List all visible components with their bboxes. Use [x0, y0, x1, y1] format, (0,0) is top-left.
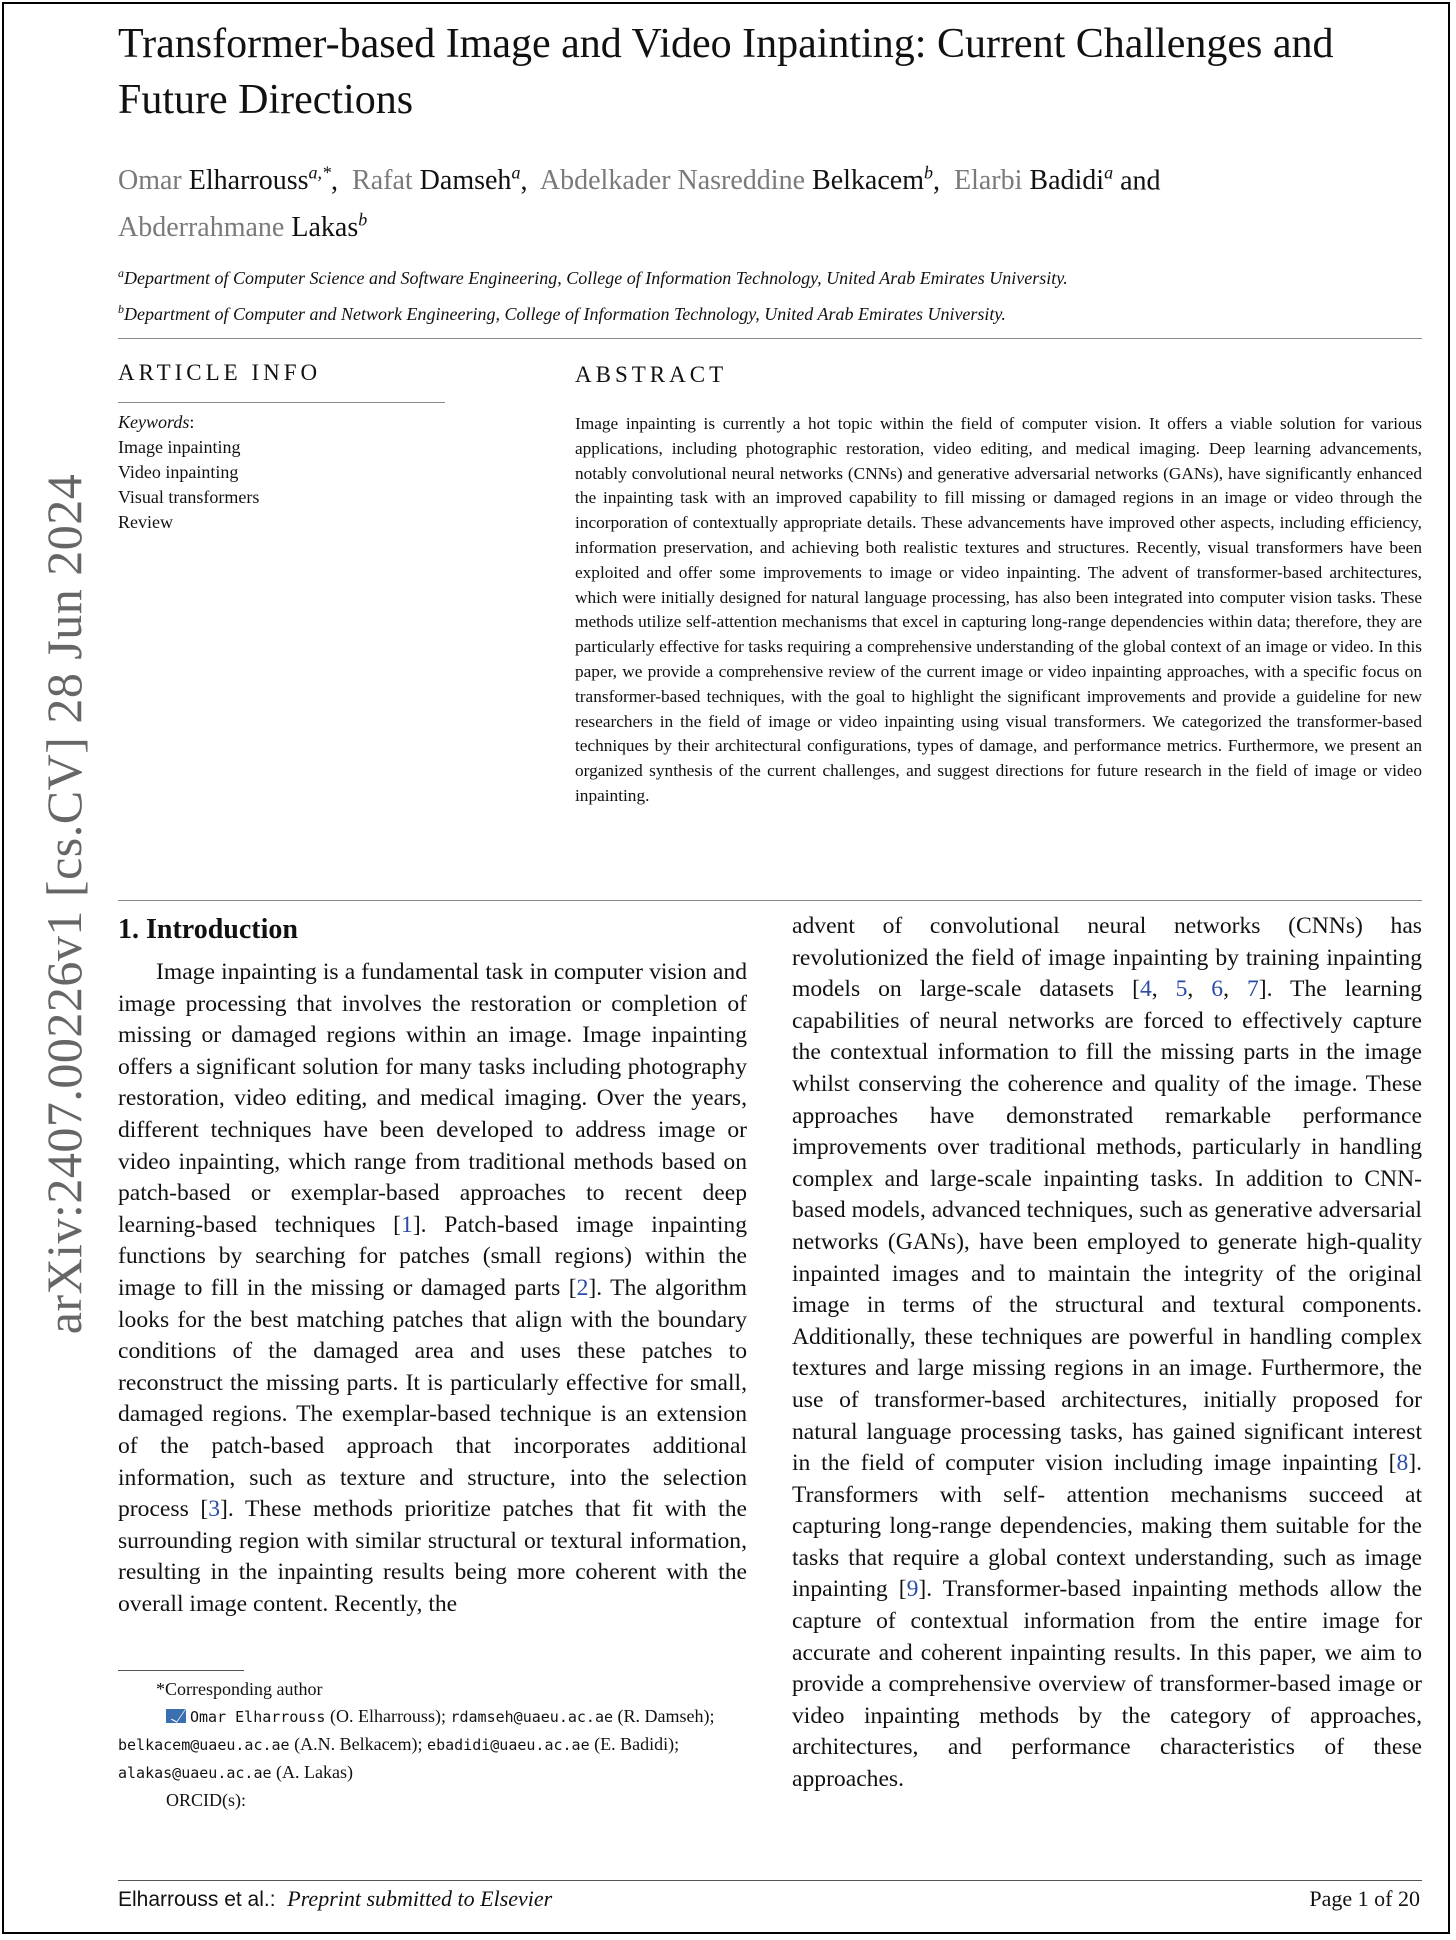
keyword: Video inpainting — [118, 462, 239, 482]
email-link[interactable]: belkacem@uaeu.ac.ae — [118, 1736, 290, 1754]
author: Abdelkader Nasreddine Belkacem$^b$ — [539, 163, 933, 197]
intro-left-column: Image inpainting is a fundamental task in computer vision and image processing that involves the restoration or completion of missing or damaged regions within an image. Image inpainting offers a significant solution for many tasks including photography restoration, video editing, and medical imaging. Over the years, different techniques have been developed to address image or video inpainting, which range from traditional methods based on patch-based or exemplar-based approaches to recent deep learning-based techniques [1]. Patch-based image inpainting functions by searching for patches (small regions) within the image to fill in the missing or damaged parts [2]. The algorithm looks for the best matching patches that align with the boundary conditions of the damaged area and uses these patches to reconstruct the missing parts. It is particularly effective for small, damaged regions. The exemplar-based technique is an extension of the patch-based approach that incorporates additional information, such as texture and structure, into the selection process [3]. These methods prioritize patches that fit with the surrounding region with similar structural or textural information, resulting in the inpainting results being more coherent with the overall image content. Recently, the — [118, 959, 748, 1617]
footnote — [118, 1676, 747, 1814]
email-link[interactable]: Omar Elharrouss — [190, 1708, 326, 1726]
running-footer: Elharrouss et al.: Preprint submitted to Elsevier — [118, 1886, 553, 1911]
corresponding-author-note: *Corresponding author — [156, 1679, 323, 1699]
citation-link[interactable]: 6 — [1211, 976, 1224, 1003]
author: Elarbi Badidi$^a$ — [953, 163, 1114, 197]
citation-link[interactable]: 1 — [401, 1211, 413, 1238]
abstract-heading: ABSTRACT — [575, 362, 728, 387]
author: Rafat Damseh$^a$ — [352, 163, 521, 197]
citation-link[interactable]: 8 — [1396, 1450, 1409, 1477]
email-list: Omar Elharrouss (O. Elharrouss); rdamseh@uaeu.ac.ae (R. Damseh); belkacem@uaeu.ac.ae (A.N. Belkacem); ebadidi@uaeu.ac.ae (E. Badidi); alakas@uaeu.ac.ae (A. Lakas) — [118, 1706, 715, 1782]
keyword: Visual transformers — [118, 487, 260, 507]
citation-link[interactable]: 7 — [1246, 976, 1259, 1003]
arxiv-stamp: arXiv:2407.00226v1 [cs.CV] 28 Jun 2024 — [36, 473, 92, 1335]
affiliations — [118, 258, 1438, 330]
paper-page — [2, 2, 1450, 1934]
citation-link[interactable]: 4 — [1139, 976, 1152, 1003]
divider — [118, 402, 445, 403]
email-link[interactable]: rdamseh@uaeu.ac.ae — [450, 1708, 614, 1726]
author: Abderrahmane Lakas$^b$ — [118, 209, 368, 243]
author-list: Omar Elharrouss$^{a,*}$, Rafat Damseh$^a$, Abdelkader Nasreddine Belkacem$^b$, Elarbi Badidi$^a$ and Abderrahmane Lakas$^b$ — [118, 163, 1161, 243]
affiliation: $^a$Department of Computer Science and Software Engineering, College of Information Technology, United Arab Emirates University. — [118, 266, 1068, 288]
divider — [118, 338, 1422, 339]
article-info-heading: ARTICLE INFO — [118, 360, 322, 385]
author: Omar Elharrouss$^{a,*}$ — [118, 163, 332, 197]
citation-link[interactable]: 2 — [576, 1274, 589, 1301]
affiliation: $^b$Department of Computer and Network Engineering, College of Information Technology, United Arab Emirates University. — [118, 302, 1006, 324]
citation-link[interactable]: 3 — [208, 1496, 221, 1523]
paper-title: Transformer-based Image and Video Inpainting: Current Challenges and Future Directions — [118, 21, 1334, 123]
footnote-rule — [118, 1670, 244, 1671]
intro-right-column: advent of convolutional neural networks (CNNs) has revolutionized the field of image inpainting by training inpainting models on large-scale datasets [4, 5, 6, 7]. The learning capabilities of neural networks are forced to effectively capture the contextual information to fill the missing parts in the image whilst conserving the coherence and quality of the image. These approaches have demonstrated remarkable performance improvements over traditional methods, particularly in handling complex and large-scale inpainting tasks. In addition to CNN-based models, advanced techniques, such as generative adversarial networks (GANs), have been employed to generate high-quality inpainted images and to maintain the integrity of the original image in terms of the structural and textural components. Additionally, these techniques are powerful in handling complex textures and large missing regions in an image. Furthermore, the use of transformer-based architectures, initially proposed for natural language processing tasks, has gained significant interest in the field of computer vision including image inpainting [8]. Transformers with self- attention mechanisms succeed at capturing long-range dependencies, making them suitable for the tasks that require a global context understanding, such as image inpainting [9]. Transformer-based inpainting methods allow the capture of contextual information from the entire image for accurate and coherent inpainting results. In this paper, we aim to provide a comprehensive overview of transformer-based image or video inpainting methods by the category of approaches, architectures, and performance characteristics of these approaches. — [792, 913, 1423, 1793]
keyword: Image inpainting — [118, 437, 241, 457]
divider — [118, 900, 1422, 901]
keyword: Review — [118, 512, 173, 532]
email-link[interactable]: ebadidi@uaeu.ac.ae — [427, 1736, 590, 1754]
citation-link[interactable]: 9 — [906, 1576, 919, 1603]
section-heading: 1. Introduction — [118, 914, 298, 945]
citation-link[interactable]: 5 — [1175, 976, 1188, 1003]
keywords: Keywords: Image inpainting Video inpainting Visual transformers Review — [118, 410, 259, 535]
footer-rule — [118, 1880, 1422, 1881]
email-link[interactable]: alakas@uaeu.ac.ae — [118, 1764, 272, 1782]
page-number: Page 1 of 20 — [1309, 1886, 1420, 1911]
abstract-text: Image inpainting is currently a hot topic within the field of computer vision. It offers a viable solution for various applications, including photographic restoration, video editing, and medical imaging. Deep learning advancements, notably convolutional neural networks (CNNs) and generative adversarial networks (GANs), have significantly enhanced the inpainting task with an improved capability to fill missing or damaged regions in an image or video through the incorporation of contextually appropriate details. These advancements have improved other aspects, including efficiency, information preservation, and achieving both realistic textures and structures. Recently, visual transformers have been exploited and offer some improvements to image or video inpainting. The advent of transformer-based architectures, which were initially designed for natural language processing, has also been integrated into computer vision tasks. These methods utilize self-attention mechanisms that excel in capturing long-range dependencies within data; therefore, they are particularly effective for tasks requiring a comprehensive understanding of the global context of an image or video. In this paper, we provide a comprehensive review of the current image or video inpainting approaches, with a specific focus on transformer-based techniques, with the goal to highlight the significant improvements and provide a guideline for new researchers in the field of image or video inpainting using visual transformers. We categorized the transformer-based techniques by their architectural configurations, types of damage, and performance metrics. Furthermore, we present an organized synthesis of the current challenges, and suggest directions for future research in the field of image or video inpainting. — [575, 414, 1422, 805]
orcid-label: ORCID(s): — [166, 1790, 246, 1810]
mail-icon — [166, 1709, 186, 1723]
